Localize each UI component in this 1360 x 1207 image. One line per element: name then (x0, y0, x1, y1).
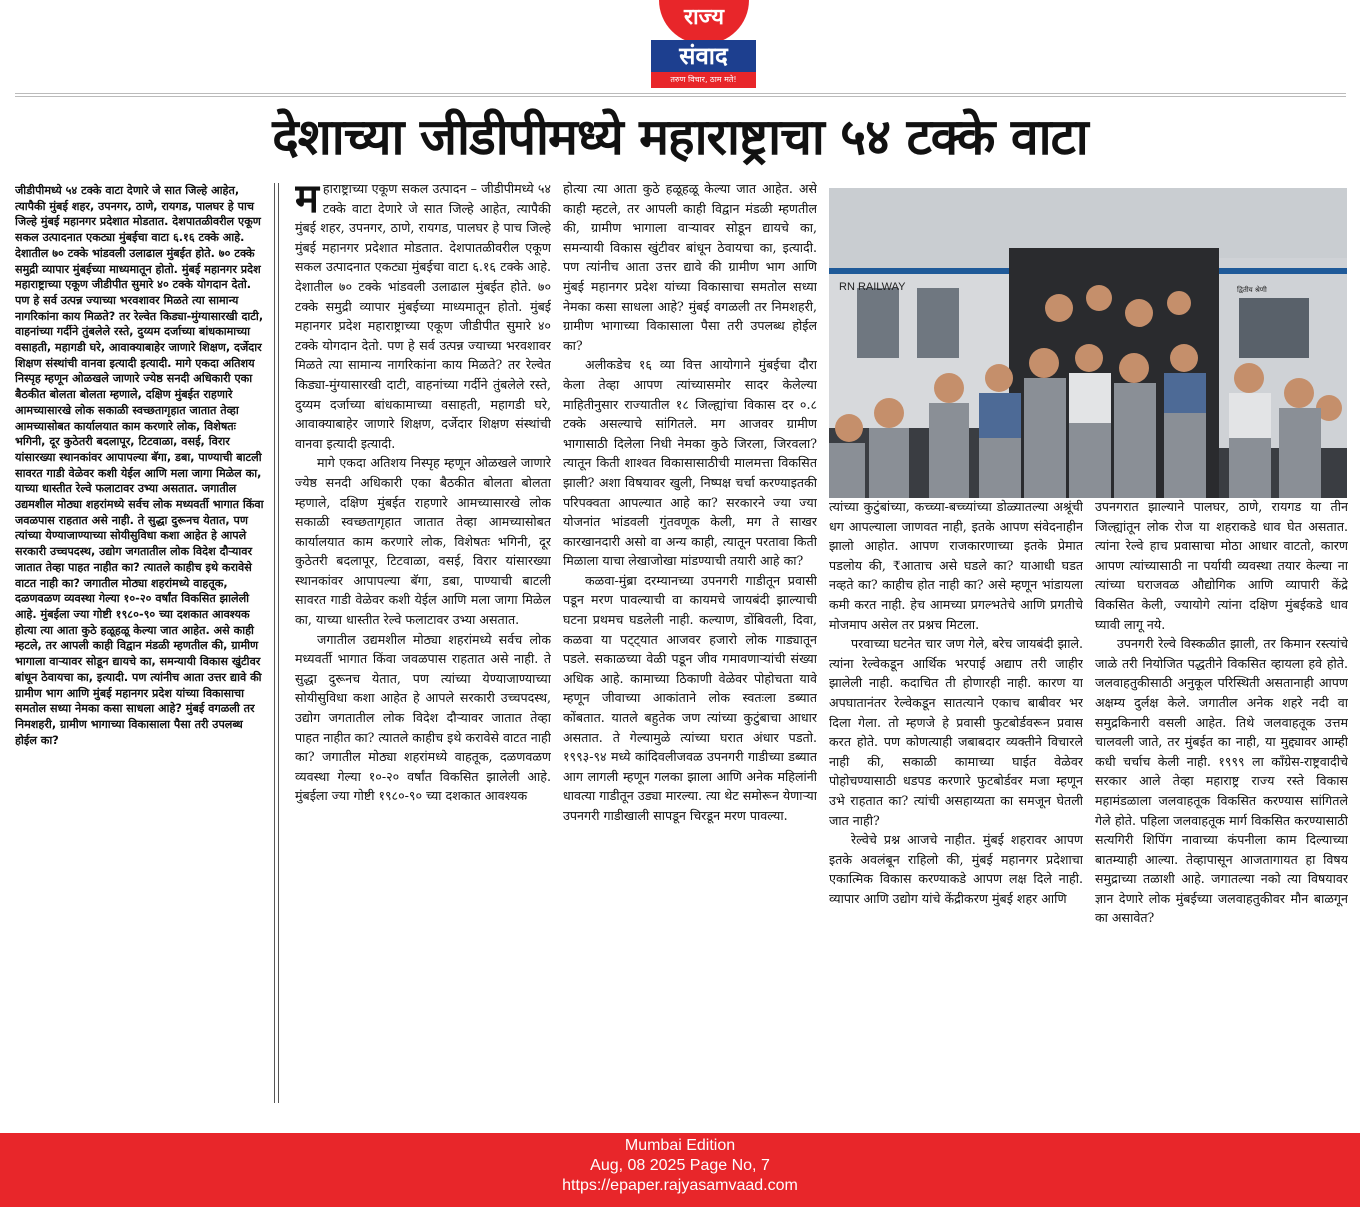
footer-url[interactable]: https://epaper.rajyasamvaad.com (562, 1177, 798, 1194)
column-divider (274, 183, 275, 1103)
lead-paragraph (295, 179, 551, 453)
article-column-4 (1095, 497, 1348, 1097)
article-column-2 (563, 179, 817, 1099)
top-divider (15, 93, 1346, 94)
paragraph: मागे एकदा अतिशय निस्पृह म्हणून ओळखले जाणारे ज्येष्ठ सनदी अधिकारी एका बैठकीत बोलता बोलता म्हणाले, दक्षिण मुंबईत राहणारे आमच्यासारखे लोक सकाळी स्वच्छतागृहात जातात तेव्हा आमच्यासोबत कार्यालयात काम करणारे लोक, विशेषतः भगिनी, दूर कुठेतरी बदलापूर, टिटवाळा, वसई, विरार यांसारख्या स्थानकांवर आपापल्या बॅगा, डबा, पाण्याची बाटली सावरत गाडी वेळेवर कशी येईल आणि मला जागा मिळेल का, याच्या धास्तीत रेल्वे फलाटावर उभ्या असतात. (295, 455, 551, 628)
paragraph: रेल्वेचे प्रश्न आजचे नाहीत. मुंबई शहरावर आपण इतके अवलंबून राहिलो की, मुंबई महानगर प्रदेशाचा एकात्मिक विकास करण्याकडे आपण लक्ष दिले नाही. व्यापार आणि उद्योग यांचे केंद्रीकरण मुंबई शहर आणि (829, 832, 1083, 906)
footer-date-page: Aug, 08 2025 Page No, 7 (590, 1157, 770, 1174)
sidebar-summary (15, 183, 267, 1103)
article-column-1 (295, 179, 551, 1099)
paragraph: उपनगरी रेल्वे विस्कळीत झाली, तर किमान रस्त्यांचे जाळे तरी नियोजित पद्धतीने विकसित व्हायला हवे होते. जलवाहतुकीसाठी अनुकूल परिस्थिती असतानाही आपण अक्षम्य दुर्लक्ष केले. जगातील अनेक शहरे नदी वा समुद्रकिनारी वसली आहेत. तिथे जलवाहतूक उत्तम चालवली जाते, तर मुंबईत का नाही, या मुद्द्यावर आम्ही कधी चर्चाच केली नाही. १९९९ ला काँग्रेस-राष्ट्रवादीचे सरकार आले तेव्हा महाराष्ट्र राज्य रस्ते विकास महामंडळाला जलवाहतूक विकसित करण्यास सांगितले गेले होते. पहिला जलवाहतूक मार्ग विकसित करण्यासाठी सत्यगिरी शिपिंग नावाच्या कंपनीला काम दिल्याच्या बातम्याही आल्या. तेव्हापासून आजतागायत हा विषय समुद्राच्या तळाशी आहे. जगातल्या नको त्या विषयावर ज्ञान देणारे लोक मुंबईच्या जलवाहतुकीवर मौन बाळगून का असावेत? (1095, 636, 1348, 926)
edition-footer (0, 1133, 1360, 1207)
article-column-3 (829, 497, 1083, 1087)
crowded-train-photo (829, 188, 1347, 498)
logo-tagline: तरुण विचार, ठाम मते! (651, 72, 756, 88)
paragraph: अलीकडेच १६ व्या वित्त आयोगाने मुंबईचा दौरा केला तेव्हा आपण त्यांच्यासमोर सादर केलेल्या माहितीनुसार राज्यातील १८ जिल्ह्यांचा विकास दर ०.८ टक्के असल्याचे सांगितले. मग आजवर ग्रामीण भागासाठी दिलेला निधी नेमका कुठे जिरला, जिरवला? त्यातून किती शाश्वत विकासासाठीची मालमत्ता विकसित झाली? अशा विषयावर खुली, निष्पक्ष चर्चा करण्याइतकी परिपक्वता आपल्यात आहे का? सरकारने ज्या ज्या योजनांत भांडवली गुंतवणूक केली, मग ते साखर कारखानदारी असो वा अन्य काही, त्यातून परतावा किती मिळाला याचा लेखाजोखा मांडण्याची तयारी आहे का? (563, 357, 817, 569)
footer-edition: Mumbai Edition (624, 1137, 736, 1154)
paragraph: जगातील उद्यमशील मोठ्या शहरांमध्ये सर्वच लोक मध्यवर्ती भागात किंवा जवळपास राहतात असे नाही. ते सुद्धा दुरूनच येतात, पण त्यांच्या येण्याजाण्याच्या सोयीसुविधा कशा आहेत हे आपले सरकारी उच्चपदस्थ, उद्योग जगतातील लोक विदेश दौऱ्यावर जातात तेव्हा पाहत नाहीत का? त्यातले काहीच इथे करावेसे वाटत नाही का? जगातील मोठ्या शहरांमध्ये वाहतूक, दळणवळण व्यवस्था गेल्या १०-२० वर्षांत विकसित झालेली आहे. मुंबईला ज्या गोष्टी १९८०-९० च्या दशकात आवश्यक (295, 631, 551, 804)
train-sign-text: RN RAILWAY (839, 281, 906, 293)
article-photo (829, 188, 1347, 498)
masthead-logo (651, 0, 756, 90)
dropcap: म (295, 179, 319, 222)
paragraph: कळवा-मुंब्रा दरम्यानच्या उपनगरी गाडीतून प्रवासी पडून मरण पावल्याची वा कायमचे जायबंदी झाल्याची घटना प्रथमच घडलेली नाही. कल्याण, डोंबिवली, दिवा, कळवा या पट्ट्यात आजवर हजारो लोक गाड्यातून पडले. सकाळच्या वेळी पडून जीव गमावणाऱ्यांची संख्या अधिक आहे. कामाच्या ठिकाणी वेळेवर पोहोचता यावे म्हणून जीवाच्या आकांताने लोक स्वतःला डब्यात कोंबतात. यातले बहुतेक जण त्यांच्या कुटुंबाचा आधार असतात. ते गेल्यामुळे त्यांच्या घरात अंधार पडतो. १९९३-९४ मध्ये कांदिवलीजवळ उपनगरी गाडीच्या डब्यात आग लागली म्हणून गलका झाला आणि अनेक महिलांनी धावत्या गाडीतून उड्या मारल्या. त्या थेट समोरून येणाऱ्या उपनगरी गाडीखाली सापडून चिरडून मरण पावल्या. (563, 572, 817, 823)
sidebar-text: जीडीपीमध्ये ५४ टक्के वाटा देणारे जे सात जिल्हे आहेत, त्यापैकी मुंबई शहर, उपनगर, ठाणे, रायगड, पालघर हे पाच जिल्हे मुंबई महानगर प्रदेशात मोडतात. देशपातळीवरील एकूण सकल उत्पादनात एकट्या मुंबईचा वाटा ६.१६ टक्के आहे. देशातील ७० टक्के भांडवली उलाढाल मुंबईत होते. ७० टक्के समुद्री व्यापार मुंबईच्या माध्यमातून होतो. मुंबई महानगर प्रदेश महाराष्ट्राच्या एकूण जीडीपीत सुमारे ४० टक्के योगदान देतो. पण हे सर्व उत्पन्न ज्याच्या भरवशावर मिळते त्या सामान्य नागरिकांना काय मिळते? तर रेल्वेत किड्या-मुंग्यासारखी दाटी, वाहनांच्या गर्दीने तुंबलेले रस्ते, दुय्यम दर्जाच्या बांधकामाच्या वसाहती, महागडी घरे, आवाक्याबाहेर जाणारे शिक्षण, दर्जेदार शिक्षण संस्थांची वानवा इत्यादी इत्यादी. मागे एकदा अतिशय निस्पृह म्हणून ओळखले जाणारे ज्येष्ठ सनदी अधिकारी एका बैठकीत बोलता बोलता म्हणाले, दक्षिण मुंबईत राहणारे आमच्यासारखे लोक सकाळी स्वच्छतागृहात जातात तेव्हा आमच्यासोबत कार्यालयात काम करणारे लोक, विशेषतः भगिनी, दूर कुठेतरी बदलापूर, टिटवाळा, वसई, विरार यांसारख्या स्थानकांवर आपापल्या बॅगा, डबा, पाण्याची बाटली सावरत गाडी वेळेवर कशी येईल आणि मला जागा मिळेल का, याच्या धास्तीत रेल्वे फलाटावर उभ्या असतात. जगातील उद्यमशील मोठ्या शहरांमध्ये सर्वच लोक मध्यवर्ती भागात किंवा जवळपास राहतात असे नाही. ते सुद्धा दुरूनच येतात, पण त्यांच्या येण्याजाण्याच्या सोयीसुविधा कशा आहेत हे आपले सरकारी उच्चपदस्थ, उद्योग जगतातील लोक विदेश दौऱ्यावर जातात तेव्हा पाहत नाहीत का? त्यातले काहीच इथे करावेसे वाटत नाही का? जगातील मोठ्या शहरांमध्ये वाहतूक, दळणवळण व्यवस्था गेल्या १०-२० वर्षांत विकसित झालेली आहे. मुंबईला ज्या गोष्टी १९८०-९० च्या दशकात आवश्यक होत्या त्या आता कुठे हळूहळू केल्या जात आहेत. असे काही म्हटले, तर आपली काही विद्वान मंडळी म्हणतील की, ग्रामीण भागाला वाऱ्यावर सोडून द्यायचे का, समन्यायी विकास खुंटीवर बांधून ठेवायचा का, इत्यादी. पण त्यांनीच आता उत्तर द्यावे की ग्रामीण भाग आणि मुंबई महानगर प्रदेश यांच्या विकासाचा समतोल सध्या नेमका कसा साधला आहे? मुंबई वगळली तर निमशहरी, ग्रामीण भागाच्या विकासाला पैसा तरी उपलब्ध होईल का? (15, 184, 264, 747)
headline: देशाच्या जीडीपीमध्ये महाराष्ट्राचा ५४ टक्के वाटा (272, 108, 1088, 166)
paragraph: होत्या त्या आता कुठे हळूहळू केल्या जात आहेत. असे काही म्हटले, तर आपली काही विद्वान मंडळी म्हणतील की, ग्रामीण भागाला वाऱ्यावर सोडून द्यायचे का, समन्यायी विकास खुंटीवर बांधून ठेवायचा का, इत्यादी. पण त्यांनीच आता उत्तर द्यावे की ग्रामीण भाग आणि मुंबई महानगर प्रदेश यांच्या विकासाचा समतोल सध्या नेमका कसा साधला आहे? मुंबई वगळली तर निमशहरी, ग्रामीण भागाच्या विकासाला पैसा तरी उपलब्ध होईल का? (563, 181, 817, 353)
paragraph: त्यांच्या कुटुंबांच्या, कच्च्या-बच्च्यांच्या डोळ्यातल्या अश्रूंची धग आपल्याला जाणवत नाही, इतके आपण संवेदनाहीन झालो आहोत. आपण राजकारणाच्या इतके प्रेमात पडलोय की, ₹आताच असे घडले का? याआधी घडत नव्हते का? काहीच होत नाही का? असे म्हणून भांडायला कमी करत नाही. हेच आमच्या प्रगल्भतेचे आणि प्रगतीचे मोजमाप असेल तर प्रश्नच मिटला. (829, 499, 1083, 632)
column-divider-2 (278, 183, 279, 1103)
top-divider-2 (15, 96, 1346, 97)
paragraph: उपनगरात झाल्याने पालघर, ठाणे, रायगड या तीन जिल्ह्यांतून लोक रोज या शहराकडे धाव घेत असतात. त्यांना रेल्वे हाच प्रवासाचा मोठा आधार वाटतो, कारण आपण त्यांच्यासाठी ना पर्यायी व्यवस्था तयार केल्या ना त्यांच्या घराजवळ औद्योगिक आणि व्यापारी केंद्रे विकसित केली, ज्यायोगे त्यांना दक्षिण मुंबईकडे धाव घ्यावी लागू नये. (1095, 499, 1348, 632)
coach-marking-text: द्वितीय श्रेणी (1237, 286, 1267, 294)
logo-bottom-text: संवाद (651, 40, 756, 72)
logo-top-text: राज्य (659, 0, 749, 44)
lead-text: हाराष्ट्राच्या एकूण सकल उत्पादन – जीडीपीमध्ये ५४ टक्के वाटा देणारे जे सात जिल्हे आहेत, त्यापैकी मुंबई शहर, उपनगर, ठाणे, रायगड, पालघर हे पाच जिल्हे मुंबई महानगर प्रदेशात मोडतात. देशपातळीवरील एकूण सकल उत्पादनात एकट्या मुंबईचा वाटा ६.१६ टक्के आहे. देशातील ७० टक्के भांडवली उलाढाल मुंबईत होते. ७० टक्के समुद्री व्यापार मुंबईच्या माध्यमातून होतो. मुंबई महानगर प्रदेश महाराष्ट्राच्या एकूण जीडीपीत सुमारे ४० टक्के योगदान देतो. पण हे सर्व उत्पन्न ज्याच्या भरवशावर मिळते त्या सामान्य नागरिकांना काय मिळते? तर रेल्वेत किड्या-मुंग्यासारखी दाटी, वाहनांच्या गर्दीने तुंबलेले रस्ते, दुय्यम दर्जाच्या बांधकामाच्या वसाहती, महागडी घरे, आवाक्याबाहेर जाणारे शिक्षण, दर्जेदार शिक्षण संस्थांची वानवा इत्यादी इत्यादी. (295, 181, 551, 451)
paragraph: परवाच्या घटनेत चार जण गेले, बरेच जायबंदी झाले. त्यांना रेल्वेकडून आर्थिक भरपाई अद्याप तरी जाहीर झालेली नाही. कदाचित ती होणारही नाही. कारण या अपघातानंतर रेल्वेकडून सातत्याने एकाच बाबीवर भर दिला गेला. तो म्हणजे हे प्रवासी फुटबोर्डवरून प्रवास करत होते. पण कोणत्याही जबाबदार व्यक्तीने विचारले नाही की, सकाळी कामाच्या घाईत वेळेवर पोहोचण्यासाठी धडपड करणारे फुटबोर्डवर मजा म्हणून उभे राहतात का? त्यांची असहाय्यता का समजून घेतली जात नाही? (829, 636, 1083, 828)
